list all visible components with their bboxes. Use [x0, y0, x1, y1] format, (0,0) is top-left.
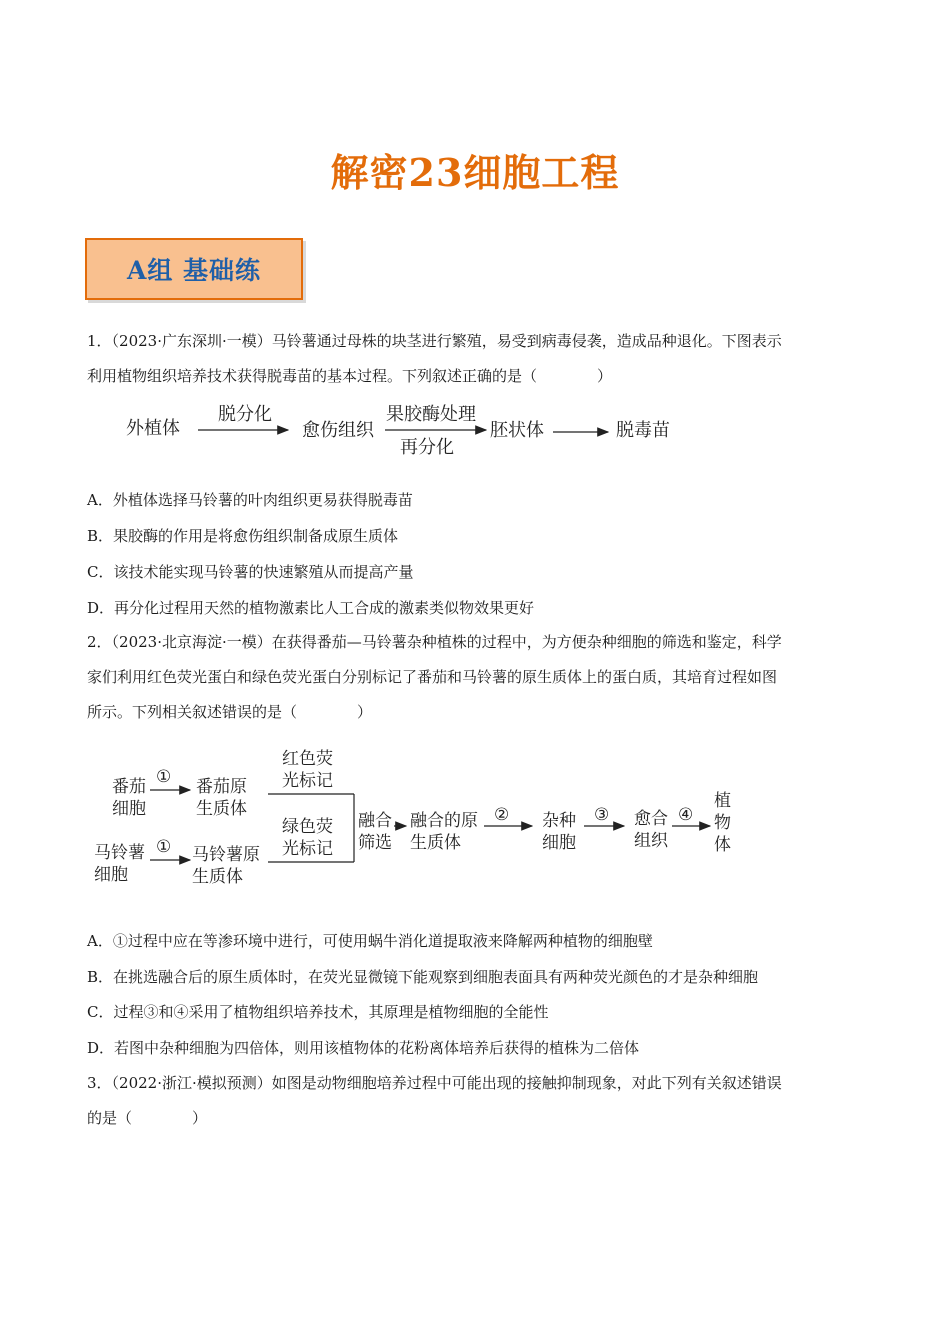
- q3-stem: [87, 1066, 867, 1136]
- q2-tomato-proto-line2: 生质体: [196, 799, 247, 819]
- q2-fusion-line2: 筛选: [358, 833, 392, 853]
- q2-tomato-proto-line1: 番茄原: [196, 777, 247, 797]
- q1-option-c: C．该技术能实现马铃薯的快速繁殖从而提高产量: [87, 563, 414, 581]
- q2-tomato-cell-line2: 细胞: [112, 799, 146, 819]
- q2-fusion-line1: 融合: [358, 811, 392, 831]
- q2-stem: [87, 625, 867, 730]
- q3-stem-line-1: 3．（2022·浙江·模拟预测）如图是动物细胞培养过程中可能出现的接触抑制现象，对此下列有关叙述错误: [87, 1074, 782, 1092]
- q2-callus-line2: 组织: [634, 831, 668, 851]
- q2-step2-label: ②: [494, 805, 510, 825]
- q2-hybrid-cell-line1: 杂种: [542, 811, 576, 831]
- q1-option-a: A．外植体选择马铃薯的叶肉组织更易获得脱毒苗: [87, 491, 413, 509]
- q1-node-explant: 外植体: [126, 418, 180, 439]
- q2-plant-line3: 体: [714, 835, 731, 855]
- q2-potato-cell-line2: 细胞: [94, 865, 128, 885]
- q2-fused-proto-line1: 融合的原: [410, 811, 478, 831]
- q2-green-label-line1: 绿色荧: [282, 817, 333, 837]
- group-label: A组 基础练: [126, 256, 262, 285]
- q2-potato-proto-line1: 马铃薯原: [192, 845, 260, 865]
- q3-stem-line-2: 的是（ ）: [87, 1109, 208, 1127]
- q2-hybrid-cell-line2: 细胞: [542, 833, 576, 853]
- q2-step4-label: ④: [678, 805, 694, 825]
- q2-step3-label: ③: [594, 805, 610, 825]
- page-title: 解密23细胞工程: [330, 150, 620, 195]
- q1-stem: [87, 324, 867, 394]
- q2-stem-line-3: 所示。下列相关叙述错误的是（ ）: [87, 703, 373, 721]
- q2-red-label-line2: 光标记: [282, 771, 333, 791]
- q1-stem-line-2: 利用植物组织培养技术获得脱毒苗的基本过程。下列叙述正确的是（ ）: [87, 367, 613, 385]
- q1-arrow-2-top-label: 果胶酶处理: [386, 404, 476, 425]
- q2-fused-proto-line2: 生质体: [410, 833, 461, 853]
- q2-red-label-line1: 红色荧: [282, 749, 333, 769]
- q2-stem-line-2: 家们利用红色荧光蛋白和绿色荧光蛋白分别标记了番茄和马铃薯的原生质体上的蛋白质，其培育过程如图: [87, 668, 778, 686]
- q2-step1-top-label: ①: [156, 767, 172, 787]
- q1-node-embryoid: 胚状体: [490, 420, 544, 441]
- q2-callus-line1: 愈合: [634, 809, 668, 829]
- q1-stem-line-1: 1．（2023·广东深圳·一模）马铃薯通过母株的块茎进行繁殖，易受到病毒侵袭，造成品种退化。下图表示: [87, 332, 782, 350]
- q1-diagram: [110, 396, 690, 466]
- q2-plant-line1: 植: [714, 791, 731, 811]
- q1-arrow-2-bottom-label: 再分化: [400, 437, 454, 458]
- q2-step1-bottom-label: ①: [156, 837, 172, 857]
- q1-option-b: B．果胶酶的作用是将愈伤组织制备成原生质体: [87, 527, 399, 545]
- q2-option-b: B．在挑选融合后的原生质体时，在荧光显微镜下能观察到细胞表面具有两种荧光颜色的才是杂种细胞: [87, 968, 759, 986]
- q2-option-d: D．若图中杂种细胞为四倍体，则用该植物体的花粉离体培养后获得的植株为二倍体: [87, 1039, 640, 1057]
- q2-option-c: C．过程③和④采用了植物组织培养技术，其原理是植物细胞的全能性: [87, 1003, 549, 1021]
- q2-potato-cell-line1: 马铃薯: [94, 843, 145, 863]
- q2-plant-line2: 物: [714, 813, 731, 833]
- q1-arrow-1-label: 脱分化: [218, 404, 272, 425]
- q2-tomato-cell-line1: 番茄: [112, 777, 146, 797]
- group-label-box: [85, 238, 303, 300]
- q1-option-d: D．再分化过程用天然的植物激素比人工合成的激素类似物效果更好: [87, 599, 535, 617]
- q2-option-a: A．①过程中应在等渗环境中进行，可使用蜗牛消化道提取液来降解两种植物的细胞壁: [87, 932, 653, 950]
- q2-green-label-line2: 光标记: [282, 839, 333, 859]
- q1-node-callus: 愈伤组织: [302, 420, 374, 441]
- q2-potato-proto-line2: 生质体: [192, 867, 243, 887]
- q2-stem-line-1: 2．（2023·北京海淀·一模）在获得番茄—马铃薯杂种植株的过程中，为方便杂种细胞的筛选和鉴定，科学: [87, 633, 782, 651]
- q2-diagram: [88, 740, 748, 900]
- q1-node-virus-free: 脱毒苗: [616, 420, 670, 441]
